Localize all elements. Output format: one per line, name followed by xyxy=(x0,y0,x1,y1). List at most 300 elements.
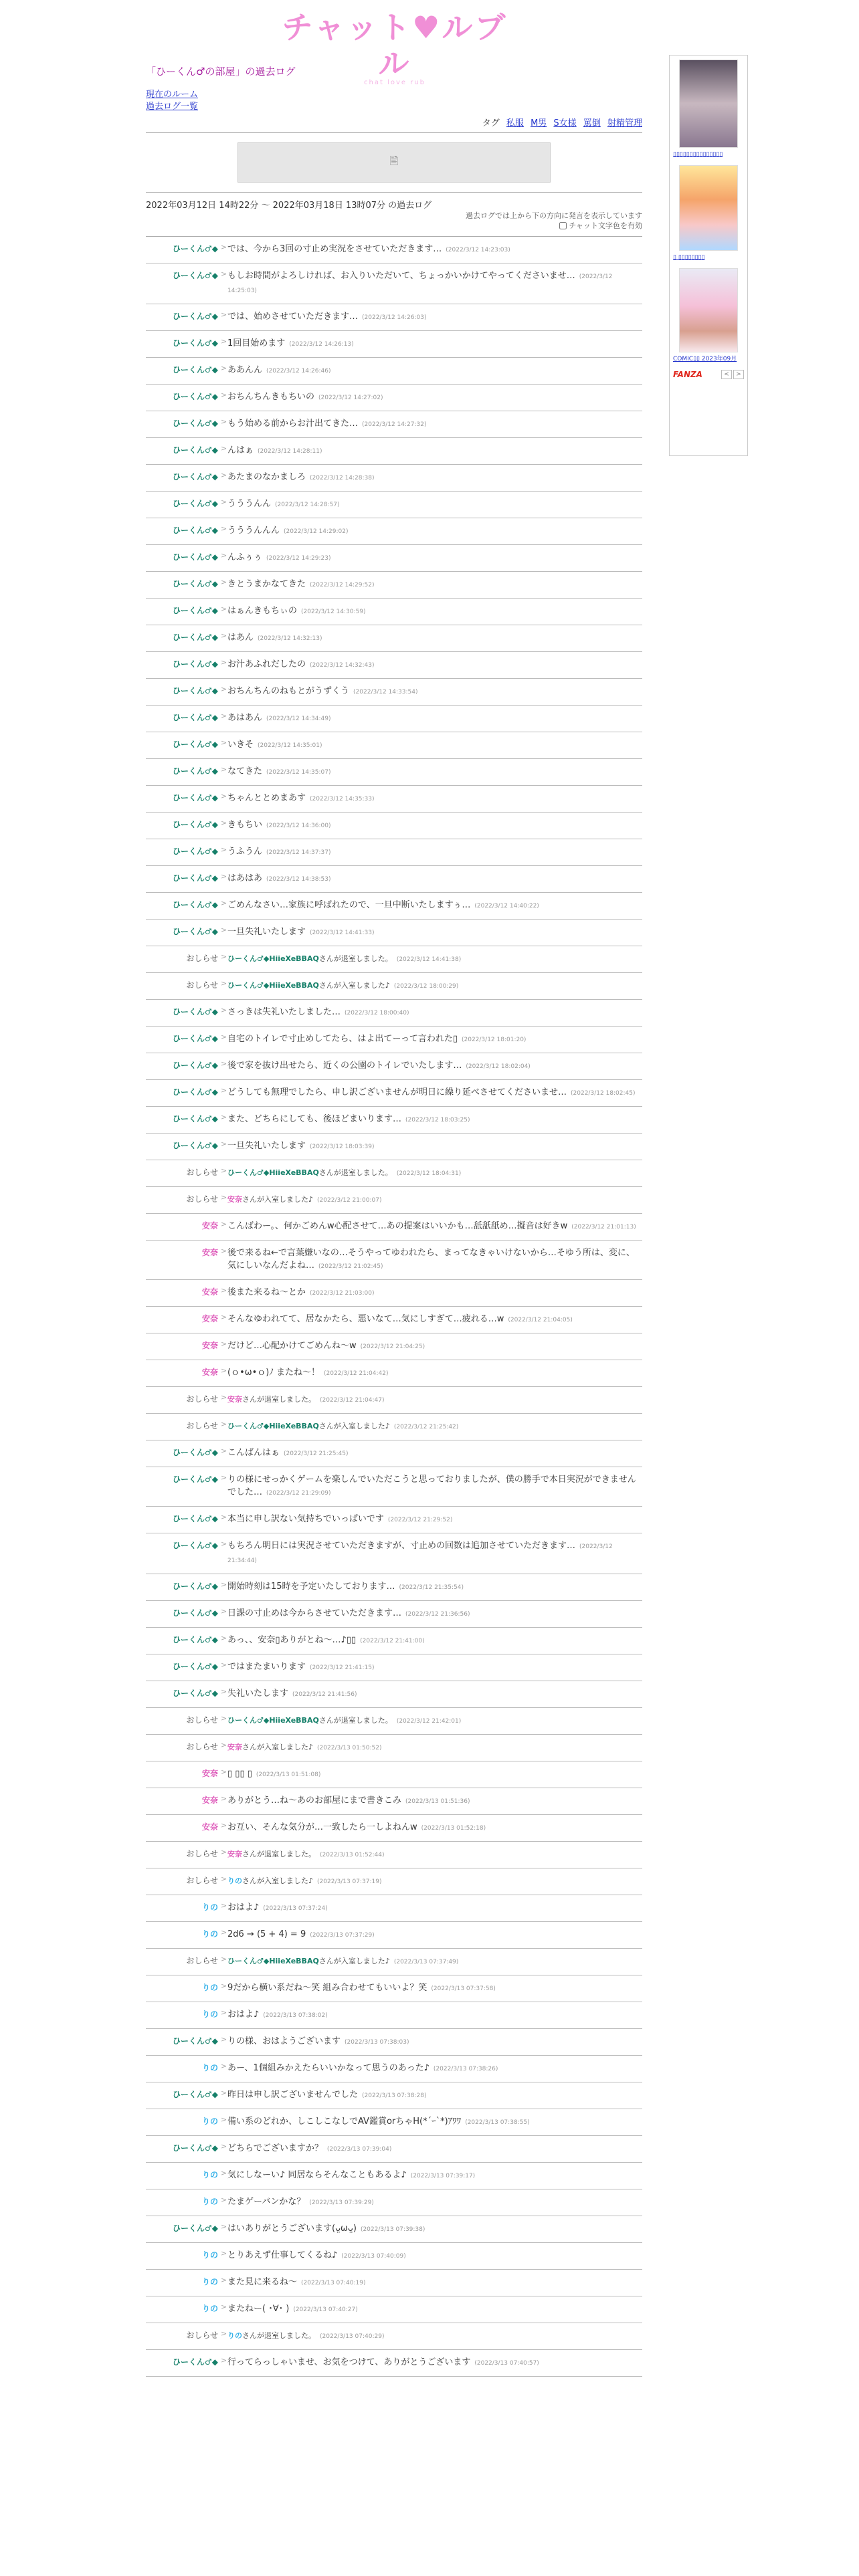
message-body xyxy=(227,1821,642,1835)
tag-link[interactable]: M男 xyxy=(531,118,547,128)
chat-message-row xyxy=(146,304,642,331)
message-text: あー、1個組みかえたらいいかなって思うのあった♪ xyxy=(227,2063,430,2073)
message-body xyxy=(227,1113,642,1127)
message-text: さっきは失礼いたしました… xyxy=(227,1007,341,1017)
message-text: きとうまかなてきた xyxy=(227,579,306,589)
chat-message-row xyxy=(146,1574,642,1601)
system-notice-row xyxy=(146,1160,642,1187)
message-timestamp: (2022/3/12 21:34:44) xyxy=(227,1543,613,1564)
message-body xyxy=(227,1539,642,1568)
speaker-name: りの xyxy=(201,2117,218,2126)
message-body xyxy=(227,2088,642,2103)
separator-icon: > xyxy=(221,1193,227,1202)
message-body xyxy=(227,2302,642,2317)
separator-icon: > xyxy=(221,2169,227,2177)
message-text: きもちい xyxy=(227,820,263,830)
message-timestamp: (2022/3/13 07:37:24) xyxy=(263,1905,328,1912)
message-body xyxy=(227,1660,642,1675)
message-body xyxy=(227,1767,642,1782)
message-body xyxy=(227,417,642,431)
speaker-name: ひーくん♂◆ xyxy=(173,606,218,615)
message-body xyxy=(227,872,642,886)
ad-thumbnail[interactable] xyxy=(679,60,738,148)
message-timestamp: (2022/3/13 01:51:08) xyxy=(256,1772,321,1778)
chat-message-row xyxy=(146,2002,642,2029)
message-timestamp: (2022/3/12 14:28:57) xyxy=(275,502,340,508)
separator-icon: > xyxy=(221,1033,227,1041)
message-timestamp: (2022/3/12 18:02:04) xyxy=(466,1063,531,1070)
chat-message-row xyxy=(146,1628,642,1654)
sidebar-footer xyxy=(673,370,744,379)
current-room-link[interactable]: 現在のルーム xyxy=(146,90,199,100)
speaker-name: ひーくん♂◆ xyxy=(173,1689,218,1698)
message-text: ああんん xyxy=(227,365,263,375)
message-body xyxy=(227,1580,642,1594)
system-notice-row xyxy=(146,1187,642,1214)
speaker-name: りの xyxy=(201,2063,218,2072)
message-body xyxy=(227,899,642,913)
speaker-name: おしらせ xyxy=(186,1956,218,1965)
speaker-name: ひーくん♂◆ xyxy=(173,873,218,883)
message-timestamp: (2022/3/12 18:00:29) xyxy=(393,983,459,990)
message-text: 後で家を抜け出せたら、近くの公園のトイレでいたします… xyxy=(227,1061,462,1071)
message-text: りの様、おはようございます xyxy=(227,2036,341,2046)
message-body xyxy=(227,1286,642,1300)
message-timestamp: (2022/3/12 14:32:13) xyxy=(258,635,322,642)
message-body xyxy=(227,310,642,324)
message-body xyxy=(227,2329,642,2343)
message-timestamp: (2022/3/12 14:26:03) xyxy=(362,314,427,321)
message-body xyxy=(227,631,642,645)
message-timestamp: (2022/3/12 18:03:25) xyxy=(405,1117,470,1123)
chat-log xyxy=(146,236,642,2377)
message-text: さんが入室しました♪ xyxy=(318,1422,390,1430)
message-text: お互い、そんな気分が…一致したら一しよねんw xyxy=(227,1822,417,1832)
message-text: 一旦失礼いたします xyxy=(227,1141,306,1151)
site-logo[interactable] xyxy=(268,9,522,86)
speaker-name: 安奈 xyxy=(201,1248,218,1257)
chat-message-row xyxy=(146,465,642,492)
message-text: さんが入室しました♪ xyxy=(242,1876,314,1885)
chat-message-row xyxy=(146,599,642,625)
message-body xyxy=(227,2062,642,2076)
separator-icon: > xyxy=(221,1166,227,1175)
separator-icon: > xyxy=(221,1420,227,1428)
message-timestamp: (2022/3/13 07:39:04) xyxy=(326,2146,392,2153)
speaker-name: ひーくん♂◆ xyxy=(173,900,218,909)
message-body xyxy=(227,1420,642,1434)
speaker-name: 安奈 xyxy=(201,1368,218,1377)
chat-message-row xyxy=(146,813,642,839)
message-timestamp: (2022/3/13 07:40:09) xyxy=(341,2253,406,2260)
speaker-name: りの xyxy=(201,2304,218,2313)
message-body xyxy=(227,1059,642,1073)
message-timestamp: (2022/3/13 01:52:18) xyxy=(421,1825,486,1832)
color-toggle-text: チャット文字色を有効 xyxy=(569,221,642,230)
speaker-name: ひーくん♂◆ xyxy=(173,847,218,856)
chat-message-row xyxy=(146,1000,642,1027)
chat-message-row xyxy=(146,2350,642,2377)
sidebar-ad-item[interactable] xyxy=(673,165,744,261)
system-notice-row xyxy=(146,973,642,1000)
separator-icon: > xyxy=(221,524,227,533)
message-timestamp: (2022/3/12 14:36:00) xyxy=(266,823,331,829)
speaker-name: ひーくん♂◆ xyxy=(173,1662,218,1671)
chat-message-row xyxy=(146,1080,642,1107)
message-timestamp: (2022/3/12 14:26:13) xyxy=(289,341,354,348)
color-option xyxy=(146,221,642,232)
message-timestamp: (2022/3/12 14:29:52) xyxy=(310,582,375,588)
notice-user: りの xyxy=(227,2331,242,2340)
chat-message-row xyxy=(146,1440,642,1467)
speaker-name: ひーくん♂◆ xyxy=(173,1608,218,1618)
message-text: 後で来るね←で言葉嫌いなの…そうやってゆわれたら、まってなきゃいけないから…そゆう所は、変に、気にしいなんだよね… xyxy=(227,1248,635,1271)
speaker-name: おしらせ xyxy=(186,1742,218,1751)
message-timestamp: (2022/3/12 14:27:02) xyxy=(318,395,383,401)
message-timestamp: (2022/3/13 07:38:26) xyxy=(433,2066,498,2072)
speaker-name: 安奈 xyxy=(201,1796,218,1805)
message-text: もう始める前からお汁出てきた… xyxy=(227,419,359,429)
separator-icon: > xyxy=(221,952,227,961)
message-body xyxy=(227,1741,642,1755)
message-timestamp: (2022/3/12 14:35:01) xyxy=(258,742,322,749)
chat-message-row xyxy=(146,706,642,732)
separator-icon: > xyxy=(221,712,227,720)
message-text: 日課の寸止めは今からさせていただきます… xyxy=(227,1608,402,1618)
system-notice-row xyxy=(146,1414,642,1440)
chat-message-row xyxy=(146,2082,642,2109)
log-list-link[interactable]: 過去ログ一覧 xyxy=(146,102,199,112)
message-body xyxy=(227,1086,642,1100)
system-notice-row xyxy=(146,1842,642,1868)
chat-message-row xyxy=(146,1507,642,1533)
speaker-name: ひーくん♂◆ xyxy=(173,1448,218,1457)
message-timestamp: (2022/3/12 14:41:33) xyxy=(310,930,375,936)
separator-icon: > xyxy=(221,2195,227,2204)
chat-message-row xyxy=(146,2216,642,2243)
message-timestamp: (2022/3/12 14:28:11) xyxy=(258,448,322,455)
message-timestamp: (2022/3/12 14:29:23) xyxy=(266,555,331,562)
message-timestamp: (2022/3/12 21:04:42) xyxy=(324,1370,389,1377)
speaker-name: ひーくん♂◆ xyxy=(173,244,218,253)
separator-icon: > xyxy=(221,337,227,346)
message-body xyxy=(227,337,642,351)
system-notice-row xyxy=(146,946,642,973)
message-body xyxy=(227,1140,642,1154)
speaker-name: ひーくん♂◆ xyxy=(173,472,218,481)
sidebar-pager xyxy=(721,370,744,379)
separator-icon: > xyxy=(221,685,227,693)
message-text: さんが退室しました。 xyxy=(242,1395,316,1404)
separator-icon: > xyxy=(221,2249,227,2258)
speaker-name: りの xyxy=(201,2010,218,2019)
message-timestamp: (2022/3/13 07:38:02) xyxy=(263,2012,328,2019)
message-body xyxy=(227,471,642,485)
message-body xyxy=(227,1220,642,1234)
tag-link[interactable]: 罵倒 xyxy=(583,118,601,128)
message-body xyxy=(227,1874,642,1889)
message-text: 本当に申し訳ない気持ちでいっぱいです xyxy=(227,1514,384,1524)
speaker-name: ひーくん♂◆ xyxy=(173,338,218,348)
message-timestamp: (2022/3/12 21:02:45) xyxy=(318,1263,383,1270)
separator-icon: > xyxy=(221,1660,227,1669)
message-timestamp: (2022/3/12 18:04:31) xyxy=(396,1170,462,1177)
chat-message-row xyxy=(146,385,642,411)
message-text: お汁あふれだしたの xyxy=(227,659,306,669)
separator-icon: > xyxy=(221,444,227,453)
message-body xyxy=(227,1006,642,1020)
chat-message-row xyxy=(146,1214,642,1241)
separator-icon: > xyxy=(221,979,227,988)
speaker-name: ひーくん♂◆ xyxy=(173,1114,218,1123)
speaker-name: りの xyxy=(201,2277,218,2286)
ad-caption[interactable]: ▯ ▯▯▯▯▯▯▯▯ xyxy=(673,254,705,261)
separator-icon: > xyxy=(221,1687,227,1696)
chat-message-row xyxy=(146,2243,642,2270)
ad-caption[interactable]: COMIC▯▯ 2023年09月 xyxy=(673,356,737,362)
chat-message-row xyxy=(146,786,642,813)
message-text: 行ってらっしゃいませ、お気をつけて、ありがとうございます xyxy=(227,2357,471,2367)
message-timestamp: (2022/3/12 21:04:47) xyxy=(320,1397,385,1404)
system-notice-row xyxy=(146,1949,642,1975)
next-arrow-icon[interactable]: > xyxy=(733,370,744,379)
message-text: はあはあ xyxy=(227,873,263,883)
message-timestamp: (2022/3/12 21:36:56) xyxy=(405,1611,470,1618)
message-timestamp: (2022/3/12 21:42:01) xyxy=(396,1718,462,1725)
sidebar-ads xyxy=(669,55,748,456)
tag-link[interactable]: S女様 xyxy=(553,118,577,128)
message-text: おちんちんきもちいの xyxy=(227,392,315,402)
message-body xyxy=(227,1339,642,1354)
speaker-name: ひーくん♂◆ xyxy=(173,686,218,695)
chat-message-row xyxy=(146,866,642,893)
speaker-name: おしらせ xyxy=(186,1715,218,1725)
separator-icon: > xyxy=(221,1580,227,1589)
message-body xyxy=(227,712,642,726)
ad-thumbnail[interactable] xyxy=(679,165,738,251)
message-timestamp: (2022/3/12 21:04:25) xyxy=(360,1344,425,1350)
message-text: はいありがとうございます(ᴗ̤ωᴗ̤) xyxy=(227,2224,357,2234)
separator-icon: > xyxy=(221,1928,227,1937)
message-body xyxy=(227,1714,642,1728)
message-text: もちろん明日には実況させていただきますが、寸止めの回数は追加させていただきます… xyxy=(227,1541,576,1551)
speaker-name: ひーくん♂◆ xyxy=(173,552,218,562)
separator-icon: > xyxy=(221,1247,227,1255)
message-body xyxy=(227,1928,642,1942)
chat-message-row xyxy=(146,2056,642,2082)
separator-icon: > xyxy=(221,2088,227,2097)
message-text: ▯ ▯▯ ▯ xyxy=(227,1769,252,1779)
nav-links xyxy=(146,89,642,113)
separator-icon: > xyxy=(221,1955,227,1963)
message-body xyxy=(227,1313,642,1327)
notice-user: ひーくん♂◆HiieXeBBAQ xyxy=(227,981,319,990)
speaker-name: 安奈 xyxy=(201,1822,218,1832)
speaker-name: ひーくん♂◆ xyxy=(173,1514,218,1523)
chat-message-row xyxy=(146,1280,642,1307)
message-body xyxy=(227,1901,642,1915)
message-body xyxy=(227,1955,642,1969)
chat-message-row xyxy=(146,518,642,545)
separator-icon: > xyxy=(221,498,227,506)
separator-icon: > xyxy=(221,471,227,479)
message-body xyxy=(227,2195,642,2210)
message-timestamp: (2022/3/13 07:40:27) xyxy=(293,2306,358,2313)
notice-user: 安奈 xyxy=(227,1743,242,1751)
separator-icon: > xyxy=(221,792,227,800)
speaker-name: ひーくん♂◆ xyxy=(173,271,218,280)
chat-message-row xyxy=(146,1761,642,1788)
message-body xyxy=(227,1166,642,1180)
message-body xyxy=(227,1193,642,1207)
message-text: なてきた xyxy=(227,766,263,776)
message-timestamp: (2022/3/12 21:41:15) xyxy=(310,1665,375,1671)
message-body xyxy=(227,685,642,699)
speaker-name: ひーくん♂◆ xyxy=(173,793,218,802)
message-body xyxy=(227,1794,642,1808)
message-body xyxy=(227,2169,642,2183)
speaker-name: ひーくん♂◆ xyxy=(173,1087,218,1097)
ad-thumbnail[interactable] xyxy=(679,268,738,352)
message-body xyxy=(227,2008,642,2022)
chat-message-row xyxy=(146,1654,642,1681)
message-text: どうしても無理でしたら、申し訳ございませんが明日に繰り延べさせてくださいませ… xyxy=(227,1087,567,1097)
separator-icon: > xyxy=(221,605,227,613)
chat-message-row xyxy=(146,1788,642,1815)
separator-icon: > xyxy=(221,899,227,907)
message-text: どちらでございますか？ xyxy=(227,2143,323,2153)
sidebar-ad-item[interactable] xyxy=(673,268,744,363)
chat-message-row xyxy=(146,893,642,920)
message-body xyxy=(227,1607,642,1621)
message-body xyxy=(227,1687,642,1701)
message-body xyxy=(227,1247,642,1273)
separator-icon: > xyxy=(221,1874,227,1883)
message-timestamp: (2022/3/13 01:51:36) xyxy=(405,1798,470,1805)
logo-subtitle: chat love rub xyxy=(363,79,425,86)
message-text: では、始めさせていただきます… xyxy=(227,312,359,322)
speaker-name: おしらせ xyxy=(186,1876,218,1885)
separator-icon: > xyxy=(221,631,227,640)
separator-icon: > xyxy=(221,2222,227,2231)
tag-link[interactable]: 私服 xyxy=(506,118,524,128)
message-text: 備い系のどれか、しこしこなしでAV鑑賞orちゃH(*´ｰ`*)ｱﾜﾜ xyxy=(227,2117,462,2127)
message-body xyxy=(227,2142,642,2156)
message-timestamp: (2022/3/12 21:29:52) xyxy=(387,1517,453,1523)
separator-icon: > xyxy=(221,819,227,827)
message-text: 自宅のトイレで寸止めしてたら、はよ出てーって言われた▯ xyxy=(227,1034,458,1044)
message-timestamp: (2022/3/12 14:26:46) xyxy=(266,368,331,374)
separator-icon: > xyxy=(221,1006,227,1014)
message-timestamp: (2022/3/13 07:40:57) xyxy=(474,2360,539,2367)
speaker-name: 安奈 xyxy=(201,1341,218,1350)
message-timestamp: (2022/3/12 14:30:59) xyxy=(301,609,366,615)
chat-message-row xyxy=(146,263,642,304)
separator-icon: > xyxy=(221,1086,227,1095)
message-body xyxy=(227,444,642,458)
separator-icon: > xyxy=(221,2115,227,2124)
message-body xyxy=(227,551,642,565)
separator-icon: > xyxy=(221,1339,227,1348)
speaker-name: ひーくん♂◆ xyxy=(173,820,218,829)
speaker-name: ひーくん♂◆ xyxy=(173,927,218,936)
separator-icon: > xyxy=(221,1473,227,1482)
separator-icon: > xyxy=(221,310,227,319)
separator-icon: > xyxy=(221,2008,227,2017)
message-timestamp: (2022/3/12 14:35:07) xyxy=(266,769,331,776)
message-timestamp: (2022/3/13 07:40:19) xyxy=(301,2280,366,2286)
ad-banner[interactable] xyxy=(237,142,551,183)
message-text: うううんんん xyxy=(227,526,280,536)
message-text: たまゲーバンかな？ xyxy=(227,2197,306,2207)
message-timestamp: (2022/3/12 14:33:54) xyxy=(353,689,418,695)
sidebar-ad-item[interactable] xyxy=(673,60,744,158)
separator-icon: > xyxy=(221,1981,227,1990)
separator-icon: > xyxy=(221,270,227,278)
fanza-logo[interactable]: FANZA xyxy=(673,370,702,379)
message-body xyxy=(227,2249,642,2263)
notice-user: りの xyxy=(227,1876,242,1885)
message-body xyxy=(227,1634,642,1648)
prev-arrow-icon[interactable]: < xyxy=(721,370,732,379)
chat-message-row xyxy=(146,625,642,652)
chat-message-row xyxy=(146,839,642,866)
message-timestamp: (2022/3/12 21:01:13) xyxy=(571,1224,636,1230)
tag-link[interactable]: 射精管理 xyxy=(607,118,642,128)
chat-message-row xyxy=(146,2163,642,2189)
chat-message-row xyxy=(146,2296,642,2323)
chat-message-row xyxy=(146,2109,642,2136)
color-toggle-checkbox[interactable] xyxy=(559,222,567,229)
separator-icon: > xyxy=(221,2276,227,2284)
message-text: さんが入室しました♪ xyxy=(242,1743,314,1751)
message-body xyxy=(227,2035,642,2049)
message-text: 気にしなーい♪ 同居ならそんなこともあるよ♪ xyxy=(227,2170,407,2180)
message-body xyxy=(227,524,642,538)
message-text: こんばんはぁ xyxy=(227,1448,280,1458)
message-body xyxy=(227,391,642,405)
message-text: ごめんなさい…家族に呼ばれたので、一旦中断いたしますぅ… xyxy=(227,900,471,910)
message-timestamp: (2022/3/12 21:41:00) xyxy=(360,1638,425,1644)
speaker-name: ひーくん♂◆ xyxy=(173,419,218,428)
color-toggle-label[interactable] xyxy=(559,221,642,231)
message-text: さんが退室しました。 xyxy=(242,2331,316,2340)
message-body xyxy=(227,364,642,378)
separator-icon: > xyxy=(221,417,227,426)
notice-user: ひーくん♂◆HiieXeBBAQ xyxy=(227,1422,319,1430)
message-timestamp: (2022/3/13 07:38:03) xyxy=(345,2039,409,2046)
notice-user: 安奈 xyxy=(227,1195,242,1204)
speaker-name: ひーくん♂◆ xyxy=(173,1475,218,1484)
message-timestamp: (2022/3/12 14:32:43) xyxy=(310,662,375,669)
speaker-name: ひーくん♂◆ xyxy=(173,499,218,508)
logo-text: チャット♥ルブル xyxy=(282,9,508,82)
message-body xyxy=(227,2115,642,2129)
chat-message-row xyxy=(146,438,642,465)
separator-icon: > xyxy=(221,1513,227,1521)
message-timestamp: (2022/3/12 21:35:54) xyxy=(399,1584,464,1591)
speaker-name: ひーくん♂◆ xyxy=(173,2090,218,2099)
speaker-name: おしらせ xyxy=(186,1421,218,1430)
message-text: さんが退室しました。 xyxy=(318,1168,393,1177)
ad-caption[interactable]: ▯▯▯▯▯▯▯▯▯▯▯▯▯▯▯ xyxy=(673,151,723,158)
message-timestamp: (2022/3/13 07:39:29) xyxy=(309,2199,374,2206)
chat-message-row xyxy=(146,1027,642,1053)
message-body xyxy=(227,1473,642,1500)
message-timestamp: (2022/3/13 01:50:52) xyxy=(317,1745,382,1751)
message-text: さんが退室しました。 xyxy=(242,1850,316,1858)
speaker-name: 安奈 xyxy=(201,1221,218,1230)
